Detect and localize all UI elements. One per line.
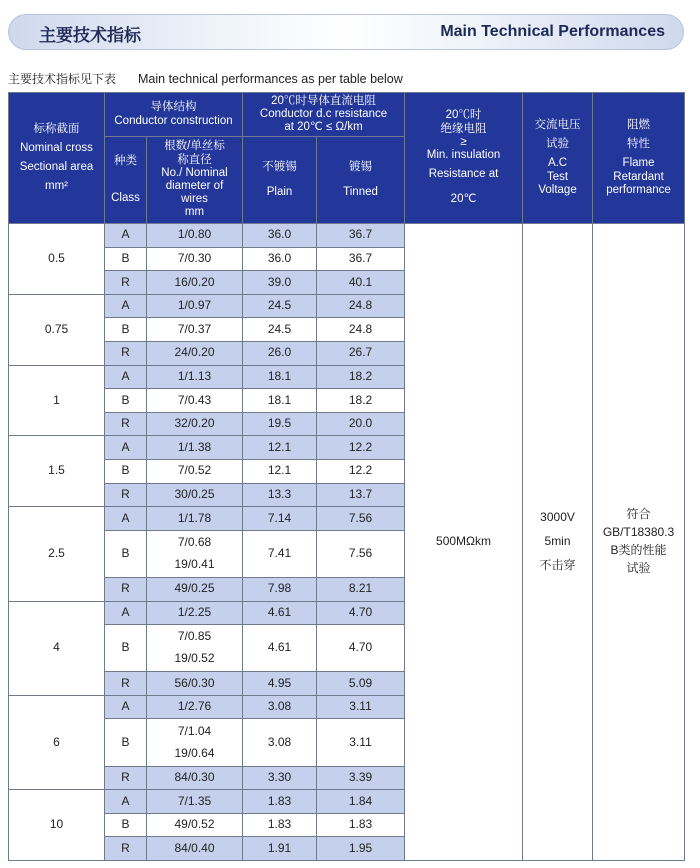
table-row — [9, 224, 685, 248]
plain-resistance-cell: 3.30 — [243, 766, 317, 790]
header-tinned: 镀锡 Tinned — [317, 137, 405, 224]
tinned-resistance-cell: 7.56 — [317, 530, 405, 577]
header-class: 种类 Class — [105, 137, 147, 224]
technical-performance-table — [8, 92, 685, 861]
section-header-bar — [8, 14, 684, 50]
tinned-resistance-cell: 13.7 — [317, 483, 405, 507]
flame-retardant-value: 符合 GB/T18380.3 B类的性能 试验 — [593, 224, 685, 861]
caption-en: Main technical performances as per table below — [138, 72, 403, 86]
plain-resistance-cell: 4.61 — [243, 601, 317, 625]
tinned-resistance-cell: 1.83 — [317, 813, 405, 837]
header-nominal-section: 标称截面 Nominal cross Sectional area mm² — [9, 93, 105, 224]
nominal-area-cell: 1 — [9, 365, 105, 436]
nominal-area-cell: 0.5 — [9, 224, 105, 295]
plain-resistance-cell: 4.95 — [243, 672, 317, 696]
plain-resistance-cell: 36.0 — [243, 247, 317, 271]
wire-construction-cell: 84/0.30 — [147, 766, 243, 790]
wire-construction-cell: 7/0.85 19/0.52 — [147, 625, 243, 672]
class-cell: R — [105, 271, 147, 295]
tinned-resistance-cell: 5.09 — [317, 672, 405, 696]
table-caption — [8, 70, 403, 87]
wire-construction-cell: 1/2.76 — [147, 695, 243, 719]
class-cell: R — [105, 341, 147, 365]
nominal-area-cell: 4 — [9, 601, 105, 695]
wire-construction-cell: 7/1.35 — [147, 790, 243, 814]
plain-resistance-cell: 18.1 — [243, 365, 317, 389]
class-cell: R — [105, 766, 147, 790]
class-cell: A — [105, 601, 147, 625]
tinned-resistance-cell: 1.95 — [317, 837, 405, 861]
tinned-resistance-cell: 4.70 — [317, 601, 405, 625]
wire-construction-cell: 7/0.37 — [147, 318, 243, 342]
header-wire-count-diameter: 根数/单丝标 称直径 No./ Nominal diameter of wires mm — [147, 137, 243, 224]
class-cell: B — [105, 530, 147, 577]
plain-resistance-cell: 7.98 — [243, 577, 317, 601]
wire-construction-cell: 7/0.68 19/0.41 — [147, 530, 243, 577]
nominal-area-cell: 1.5 — [9, 436, 105, 507]
class-cell: B — [105, 625, 147, 672]
tinned-resistance-cell: 3.39 — [317, 766, 405, 790]
tinned-resistance-cell: 4.70 — [317, 625, 405, 672]
tinned-resistance-cell: 36.7 — [317, 247, 405, 271]
class-cell: A — [105, 507, 147, 531]
wire-construction-cell: 24/0.20 — [147, 341, 243, 365]
wire-construction-cell: 32/0.20 — [147, 412, 243, 436]
class-cell: R — [105, 483, 147, 507]
nominal-area-cell: 10 — [9, 790, 105, 861]
wire-construction-cell: 7/0.30 — [147, 247, 243, 271]
class-cell: B — [105, 247, 147, 271]
wire-construction-cell: 1/1.13 — [147, 365, 243, 389]
tinned-resistance-cell: 20.0 — [317, 412, 405, 436]
header-flame-retardant: 阻燃 特性 Flame Retardant performance — [593, 93, 685, 224]
class-cell: B — [105, 318, 147, 342]
tinned-resistance-cell: 36.7 — [317, 224, 405, 248]
class-cell: A — [105, 436, 147, 460]
class-cell: R — [105, 577, 147, 601]
class-cell: B — [105, 813, 147, 837]
header-dc-resistance: 20℃时导体直流电阻 Conductor d.c resistance at 20℃ ≤ Ω/km — [243, 93, 405, 137]
caption-cn: 主要技术指标见下表 — [8, 72, 117, 86]
tinned-resistance-cell: 7.56 — [317, 507, 405, 531]
class-cell: B — [105, 459, 147, 483]
wire-construction-cell: 49/0.52 — [147, 813, 243, 837]
class-cell: A — [105, 695, 147, 719]
header-insulation-resistance: 20℃时 绝缘电阻 ≥ Min. insulation Resistance at 20℃ — [405, 93, 523, 224]
plain-resistance-cell: 4.61 — [243, 625, 317, 672]
tinned-resistance-cell: 24.8 — [317, 294, 405, 318]
plain-resistance-cell: 3.08 — [243, 695, 317, 719]
plain-resistance-cell: 1.83 — [243, 790, 317, 814]
plain-resistance-cell: 19.5 — [243, 412, 317, 436]
plain-resistance-cell: 12.1 — [243, 459, 317, 483]
wire-construction-cell: 1/0.80 — [147, 224, 243, 248]
tinned-resistance-cell: 1.84 — [317, 790, 405, 814]
plain-resistance-cell: 18.1 — [243, 389, 317, 413]
class-cell: R — [105, 672, 147, 696]
class-cell: B — [105, 719, 147, 766]
tinned-resistance-cell: 40.1 — [317, 271, 405, 295]
class-cell: A — [105, 365, 147, 389]
tinned-resistance-cell: 18.2 — [317, 365, 405, 389]
wire-construction-cell: 7/0.52 — [147, 459, 243, 483]
plain-resistance-cell: 39.0 — [243, 271, 317, 295]
wire-construction-cell: 1/2.25 — [147, 601, 243, 625]
header-plain: 不镀锡 Plain — [243, 137, 317, 224]
tinned-resistance-cell: 24.8 — [317, 318, 405, 342]
header-ac-test-voltage: 交流电压 试验 A.C Test Voltage — [523, 93, 593, 224]
plain-resistance-cell: 1.83 — [243, 813, 317, 837]
header-title-en: Main Technical Performances — [440, 23, 665, 40]
class-cell: R — [105, 412, 147, 436]
plain-resistance-cell: 1.91 — [243, 837, 317, 861]
plain-resistance-cell: 7.14 — [243, 507, 317, 531]
nominal-area-cell: 6 — [9, 695, 105, 789]
plain-resistance-cell: 24.5 — [243, 294, 317, 318]
plain-resistance-cell: 12.1 — [243, 436, 317, 460]
class-cell: A — [105, 790, 147, 814]
wire-construction-cell: 7/0.43 — [147, 389, 243, 413]
wire-construction-cell: 7/1.04 19/0.64 — [147, 719, 243, 766]
tinned-resistance-cell: 12.2 — [317, 459, 405, 483]
class-cell: A — [105, 294, 147, 318]
plain-resistance-cell: 36.0 — [243, 224, 317, 248]
class-cell: A — [105, 224, 147, 248]
plain-resistance-cell: 24.5 — [243, 318, 317, 342]
plain-resistance-cell: 26.0 — [243, 341, 317, 365]
header-conductor-construction: 导体结构 Conductor construction — [105, 93, 243, 137]
wire-construction-cell: 49/0.25 — [147, 577, 243, 601]
nominal-area-cell: 2.5 — [9, 507, 105, 601]
plain-resistance-cell: 13.3 — [243, 483, 317, 507]
plain-resistance-cell: 7.41 — [243, 530, 317, 577]
wire-construction-cell: 16/0.20 — [147, 271, 243, 295]
nominal-area-cell: 0.75 — [9, 294, 105, 365]
tinned-resistance-cell: 18.2 — [317, 389, 405, 413]
wire-construction-cell: 1/0.97 — [147, 294, 243, 318]
class-cell: B — [105, 389, 147, 413]
tinned-resistance-cell: 12.2 — [317, 436, 405, 460]
wire-construction-cell: 30/0.25 — [147, 483, 243, 507]
table-body — [9, 224, 685, 861]
wire-construction-cell: 84/0.40 — [147, 837, 243, 861]
header-title-cn: 主要技术指标 — [39, 26, 141, 46]
wire-construction-cell: 56/0.30 — [147, 672, 243, 696]
tinned-resistance-cell: 8.21 — [317, 577, 405, 601]
wire-construction-cell: 1/1.78 — [147, 507, 243, 531]
plain-resistance-cell: 3.08 — [243, 719, 317, 766]
wire-construction-cell: 1/1.38 — [147, 436, 243, 460]
tinned-resistance-cell: 3.11 — [317, 719, 405, 766]
tinned-resistance-cell: 26.7 — [317, 341, 405, 365]
tinned-resistance-cell: 3.11 — [317, 695, 405, 719]
ac-test-value: 3000V 5min 不击穿 — [523, 224, 593, 861]
class-cell: R — [105, 837, 147, 861]
insulation-resistance-value: 500MΩkm — [405, 224, 523, 861]
